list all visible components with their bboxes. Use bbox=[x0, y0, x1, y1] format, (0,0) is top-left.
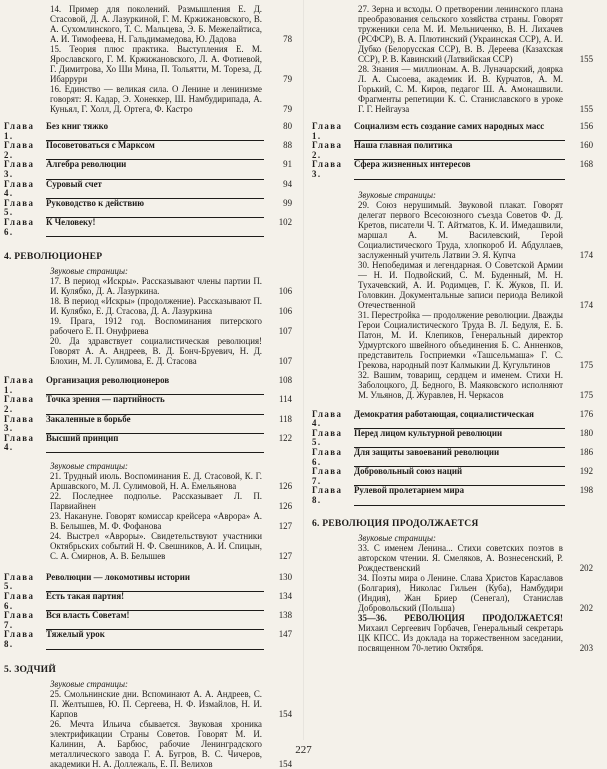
chapter-row[interactable] bbox=[0, 141, 300, 160]
chapter-row[interactable] bbox=[308, 122, 601, 141]
entry-page: 126 bbox=[278, 500, 292, 511]
toc-entry[interactable] bbox=[0, 44, 300, 84]
chapter-title: Для защиты завоеваний революции bbox=[354, 448, 565, 467]
chapter-row[interactable] bbox=[308, 160, 601, 179]
chapter-row[interactable] bbox=[0, 199, 300, 218]
chapter-title: Суровый счет bbox=[46, 180, 264, 199]
entry-text: 27. Зерна и всходы. О претворении ленинского плана преобразования сельского хозяйства страны. Говорят труженики села М. И. Мельниченко, В. Н. Лихачев (РСФСР), В. А. Плютинский (Украинская ССР), А. И. Дубко (Белорусская ССР), В. В. Дереева (Казахская ССР), Р. В. Кавинский (Латвийская ССР) bbox=[358, 4, 563, 64]
chapter-row[interactable] bbox=[0, 376, 300, 395]
toc-entry[interactable] bbox=[308, 573, 601, 613]
chapter-page: 122 bbox=[278, 432, 292, 443]
chapter-row[interactable] bbox=[308, 141, 601, 160]
chapter-title: Руководство к действию bbox=[46, 199, 264, 218]
entry-page: 203 bbox=[579, 642, 593, 653]
chapter-title: Демократия работающая, социалистическая bbox=[354, 410, 565, 429]
chapter-page: 186 bbox=[579, 446, 593, 457]
chapter-label: Глава 5. bbox=[4, 197, 35, 218]
chapter-page: 160 bbox=[579, 140, 593, 151]
section-heading: 6. РЕВОЛЮЦИЯ ПРОДОЛЖАЕТСЯ bbox=[312, 517, 479, 529]
chapter-title: Алгебра революции bbox=[46, 160, 264, 179]
chapter-label: Глава 1. bbox=[4, 375, 35, 395]
chapter-label: Глава 4. bbox=[4, 178, 35, 199]
toc-entry[interactable] bbox=[308, 4, 601, 64]
chapter-title: Добровольный союз наций bbox=[354, 467, 565, 486]
entry-page: 78 bbox=[283, 34, 292, 44]
chapter-label: Глава 4. bbox=[4, 432, 35, 453]
chapter-page: 91 bbox=[283, 159, 292, 170]
toc-entry[interactable] bbox=[0, 471, 300, 491]
chapter-label: Глава 6. bbox=[4, 216, 35, 237]
entry-text: 21. Трудный июль. Воспоминания Е. Д. Стасовой, К. Г. Аршавского, М. Л. Сулимовой, Н. А. Емельянова bbox=[50, 470, 262, 491]
entry-page: 174 bbox=[579, 249, 593, 260]
toc-entry[interactable] bbox=[308, 543, 601, 573]
chapter-row[interactable] bbox=[0, 573, 300, 592]
chapter-page: 147 bbox=[278, 629, 292, 640]
chapter-label: Глава 7. bbox=[312, 466, 343, 486]
chapter-label: Глава 1. bbox=[312, 121, 343, 141]
entry-page: 106 bbox=[278, 286, 292, 297]
entry-text: 15. Теория плюс практика. Выступления Е. М. Ярославского, Г. М. Кржижановского, Л. А. Фотиевой, Г. Димитрова, Хо Ши Мина, П. Тольятти, М. Тореза, Д. Ибаррури bbox=[50, 44, 262, 84]
entry-text: 25. Смольнинские дни. Вспоминают А. А. Андреев, С. П. Желтышев, Ю. П. Сергеева, Н. Ф. Измайлов, Н. И. Карпов bbox=[50, 688, 262, 719]
chapter-page: 88 bbox=[283, 140, 292, 151]
entry-page: 175 bbox=[579, 389, 593, 400]
chapter-row[interactable] bbox=[0, 415, 300, 434]
spacer bbox=[308, 506, 601, 518]
chapter-title: Высший принцип bbox=[46, 434, 264, 453]
toc-entry[interactable] bbox=[0, 276, 300, 296]
chapter-row[interactable] bbox=[308, 410, 601, 429]
chapter-title: Тяжелый урок bbox=[46, 630, 264, 649]
entry-page: 155 bbox=[579, 104, 593, 114]
chapter-row[interactable] bbox=[0, 611, 300, 630]
toc-entry[interactable] bbox=[0, 296, 300, 316]
entry-page: 79 bbox=[283, 104, 292, 114]
entry-text: 26. Мечта Ильича сбывается. Звуковая хроника электрификации Страны Советов. Говорят М. И. Калинин, А. Барбюс, рабочие Ленинградского металлического завода Г. А. Бугров, В. С. Чичеров, академики Н. А. Доллежаль, Е. П. Велихов bbox=[50, 718, 262, 769]
chapter-page: 168 bbox=[579, 159, 593, 170]
entry-page: 174 bbox=[579, 299, 593, 310]
entry-text: 28. Знания — миллионам. А. В. Луначарский, доярка Л. А. Сысоева, академик И. В. Курчатов, А. М. Горький, С. М. Киров, педагог Ш. А. Амонашвили. Фрагменты репетиции К. С. Станиславского в уроке Г. Г. Нейгауза bbox=[358, 64, 563, 114]
chapter-page: 102 bbox=[278, 216, 292, 227]
spacer bbox=[308, 180, 601, 190]
chapter-page: 99 bbox=[283, 197, 292, 208]
section-heading: 4. РЕВОЛЮЦИОНЕР bbox=[4, 251, 103, 263]
chapter-title: Вся власть Советам! bbox=[46, 611, 264, 630]
chapter-label: Глава 6. bbox=[4, 591, 35, 611]
chapter-label: Глава 2. bbox=[312, 140, 343, 160]
entry-text: 20. Да здравствует социалистическая революция! Говорят А. А. Андреев, В. Д. Бонч-Бруевич, Н. Д. Блохин, М. Л. Сулимова, Е. Д. Стасова bbox=[50, 336, 262, 367]
page-number: 227 bbox=[295, 744, 312, 756]
left-column bbox=[0, 4, 300, 769]
chapter-label: Глава 8. bbox=[4, 629, 35, 650]
toc-entry[interactable] bbox=[0, 4, 300, 44]
chapter-title: Социализм есть создание самих народных масс bbox=[354, 122, 565, 141]
sound-pages-label: Звуковые страницы: bbox=[358, 189, 436, 200]
entry-text: 34. Поэты мира о Ленине. Слава Христов Караславов (Болгария), Николас Гильен (Куба), Намбудири (Индия), Жан Бриер (Сенегал), Станислав Добровольский (Польша) bbox=[358, 572, 563, 613]
chapter-label: Глава 6. bbox=[312, 446, 343, 467]
chapter-page: 108 bbox=[278, 375, 292, 386]
entry-page: 154 bbox=[278, 758, 292, 769]
chapter-page: 134 bbox=[278, 591, 292, 602]
toc-entry[interactable] bbox=[308, 200, 601, 260]
chapter-page: 80 bbox=[283, 121, 292, 131]
toc-entry[interactable] bbox=[308, 260, 601, 310]
entry-text: 24. Выстрел «Авроры». Свидетельствуют участники Октябрьских событий Н. Ф. Свешников, А. И. Спицын, С. А. Смирнов, А. В. Белышев bbox=[50, 530, 262, 561]
sound-pages-label: Звуковые страницы: bbox=[50, 460, 128, 471]
chapter-page: 130 bbox=[278, 571, 292, 582]
entry-text: 18. В период «Искры» (продолжение). Рассказывают П. И. Кулябко, Е. Д. Стасова, Д. А. Лазуркина bbox=[50, 296, 262, 317]
chapter-page: 176 bbox=[579, 408, 593, 419]
entry-text: 33. С именем Ленина... Стихи советских поэтов в авторском чтении. Я. Смеляков, А. Вознесенский, Р. Рождественский bbox=[358, 542, 563, 573]
entry-page: 107 bbox=[278, 356, 292, 367]
chapter-row[interactable] bbox=[308, 429, 601, 448]
entry-page: 106 bbox=[278, 306, 292, 317]
chapter-title: Посоветоваться с Марксом bbox=[46, 141, 264, 160]
spacer bbox=[0, 453, 300, 461]
chapter-title: Сфера жизненных интересов bbox=[354, 160, 565, 179]
toc-entry[interactable] bbox=[0, 84, 300, 114]
entry-text: 31. Перестройка — продолжение революции. Дважды Герои Социалистического Труда В. Л. Бедуля, Е. Б. Патон, М. И. Клепиков, Генеральный директор Удмуртского швейного объединения Б. С. Анненков, представитель Госприемки «Ташсельмаша» Г. С. Грекова, народный поэт Калмыкии Д. Кугультинов bbox=[358, 309, 563, 370]
entry-text bbox=[358, 613, 563, 653]
chapter-title: Точка зрения — партийность bbox=[46, 395, 264, 414]
sound-pages-label: Звуковые страницы: bbox=[50, 678, 128, 689]
chapter-title: Закаленные в борьбе bbox=[46, 415, 264, 434]
entry-page: 202 bbox=[579, 602, 593, 613]
entry-page: 202 bbox=[579, 562, 593, 573]
entry-page: 154 bbox=[278, 708, 292, 719]
chapter-page: 94 bbox=[283, 178, 292, 189]
chapter-label: Глава 2. bbox=[4, 394, 35, 414]
chapter-label: Глава 1. bbox=[4, 121, 35, 141]
chapter-page: 118 bbox=[279, 413, 292, 424]
chapter-row[interactable] bbox=[308, 486, 601, 505]
chapter-label: Глава 8. bbox=[312, 485, 343, 505]
spacer bbox=[0, 114, 300, 122]
chapter-page: 114 bbox=[279, 394, 292, 405]
entry-page: 127 bbox=[278, 520, 292, 531]
chapter-title: Организация революционеров bbox=[46, 376, 264, 395]
entry-page: 155 bbox=[579, 54, 593, 64]
chapter-page: 180 bbox=[579, 427, 593, 438]
chapter-title: Без книг тяжко bbox=[46, 122, 264, 141]
toc-entry[interactable] bbox=[0, 531, 300, 561]
entry-text: 17. В период «Искры». Рассказывают члены партии П. И. Кулябко, Д. А. Лазуркина. bbox=[50, 276, 262, 297]
chapter-page: 192 bbox=[579, 466, 593, 477]
toc-entry[interactable] bbox=[308, 370, 601, 400]
chapter-page: 198 bbox=[579, 485, 593, 496]
chapter-title: Перед лицом культурной революции bbox=[354, 429, 565, 448]
sound-pages-label: Звуковые страницы: bbox=[50, 266, 128, 277]
chapter-label: Глава 3. bbox=[4, 159, 35, 179]
chapter-label: Глава 3. bbox=[4, 413, 35, 434]
toc-entry[interactable] bbox=[0, 336, 300, 366]
chapter-title: Наша главная политика bbox=[354, 141, 565, 160]
chapter-row[interactable] bbox=[308, 448, 601, 467]
chapter-page: 156 bbox=[579, 121, 593, 131]
toc-entry[interactable] bbox=[0, 689, 300, 719]
entry-rest: Михаил Сергеевич Горбачев, Генеральный секретарь ЦК КПСС. Из доклада на торжественном заседании, посвященном 70-летию Октября. bbox=[358, 622, 563, 653]
chapter-title: К Человеку! bbox=[46, 218, 264, 237]
chapter-label: Глава 3. bbox=[312, 159, 343, 179]
entry-text: 30. Непобедимая и легендарная. О Советской Армии — Н. И. Подвойский, С. М. Буденный, М. Н. Тухачевский, А. И. Родимцев, Г. К. Жуков, П. И. Головкин. Документальные записи периода Великой Отечественной bbox=[358, 259, 563, 310]
spacer bbox=[0, 650, 300, 664]
chapter-label: Глава 7. bbox=[4, 610, 35, 630]
right-column bbox=[308, 4, 601, 653]
chapter-label: Глава 2. bbox=[4, 140, 35, 160]
chapter-row[interactable] bbox=[0, 395, 300, 414]
chapter-label: Глава 5. bbox=[4, 571, 35, 592]
toc-entry[interactable] bbox=[0, 511, 300, 531]
gutter bbox=[303, 0, 304, 740]
toc-entry[interactable] bbox=[308, 310, 601, 370]
entry-text: 14. Пример для поколений. Размышления Е. Д. Стасовой, Д. А. Лазуркиной, Г. М. Кржижановского, В. А. Сухомлинского, Т. С. Мальцева, Э. Б. Межелайтиса, А. И. Тимофеева, Н. Гальдимамедова, Ю. Дадова bbox=[50, 4, 262, 44]
section-heading: 5. ЗОДЧИЙ bbox=[4, 663, 57, 675]
chapter-row[interactable] bbox=[0, 434, 300, 453]
toc-entry[interactable] bbox=[308, 613, 601, 653]
chapter-row[interactable] bbox=[308, 467, 601, 486]
chapter-title: Революции — локомотивы истории bbox=[46, 573, 264, 592]
toc-entry[interactable] bbox=[308, 64, 601, 114]
chapter-row[interactable] bbox=[0, 160, 300, 179]
entry-lead: 35—36. РЕВОЛЮЦИЯ ПРОДОЛЖАЕТСЯ! bbox=[358, 612, 563, 623]
sound-pages-label: Звуковые страницы: bbox=[358, 532, 436, 543]
chapter-row[interactable] bbox=[0, 180, 300, 199]
entry-text: 19. Прага, 1912 год. Воспоминания питерского рабочего Е. П. Онуфриева bbox=[50, 316, 262, 337]
entry-page: 126 bbox=[278, 480, 292, 491]
chapter-label: Глава 5. bbox=[312, 427, 343, 448]
entry-page: 127 bbox=[278, 550, 292, 561]
toc-entry[interactable] bbox=[0, 491, 300, 511]
entry-page: 107 bbox=[278, 326, 292, 337]
entry-text: 32. Вашим, товарищ, сердцем и именем. Стихи Н. Заболоцкого, Д. Бедного, В. Маяковского исполняют М. Ульянов, Д. Журавлев, Н. Черкасов bbox=[358, 369, 563, 400]
entry-text: 22. Последнее подполье. Рассказывает Л. П. Парвиайнен bbox=[50, 490, 262, 511]
chapter-row[interactable] bbox=[0, 122, 300, 141]
chapter-title: Есть такая партия! bbox=[46, 592, 264, 611]
entry-text: 16. Единство — великая сила. О Ленине и ленинизме говорят: Я. Кадар, Э. Хонеккер, Ш. Намбудирипада, А. Куньял, Г. Холл, Д. Ортега, Ф. Кастро bbox=[50, 84, 262, 114]
chapter-row[interactable] bbox=[0, 218, 300, 237]
entry-page: 175 bbox=[579, 359, 593, 370]
entry-page: 79 bbox=[283, 74, 292, 84]
chapter-page: 138 bbox=[278, 610, 292, 621]
chapter-row[interactable] bbox=[0, 630, 300, 649]
entry-text: 29. Союз нерушимый. Звуковой плакат. Говорят делегат первого Всесоюзного съезда Советов Ф. Д. Кретов, писатели Ч. Т. Айтматов, К. И. Имедашвили, маршал А. М. Василевский, Герой Социалистического Труда, хлопкороб И. Абдуллаев, заслуженный учитель Латвии Э. Я. Купча bbox=[358, 199, 563, 260]
chapter-label: Глава 4. bbox=[312, 408, 343, 429]
chapter-title: Рулевой пролетарием мира bbox=[354, 486, 565, 505]
toc-entry[interactable] bbox=[0, 316, 300, 336]
spacer bbox=[0, 237, 300, 251]
chapter-row[interactable] bbox=[0, 592, 300, 611]
entry-text: 23. Накануне. Говорят комиссар крейсера «Аврора» А. В. Белышев, М. Ф. Фофанова bbox=[50, 510, 262, 531]
